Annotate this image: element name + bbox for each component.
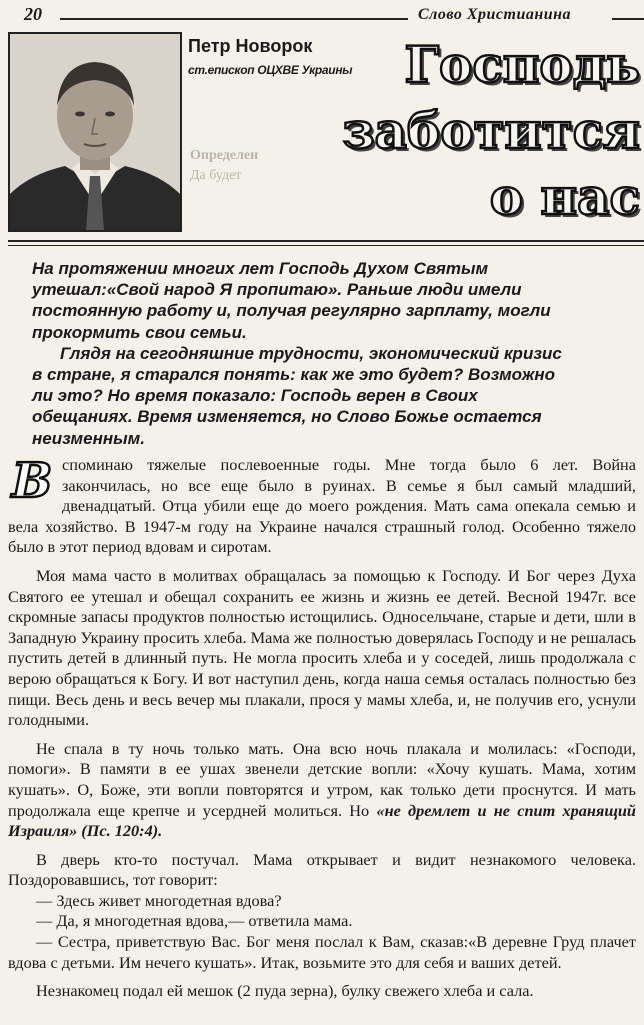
magazine-title: Слово Христианина xyxy=(418,6,571,23)
lead-paragraphs xyxy=(32,258,562,449)
drop-cap-letter: В xyxy=(11,457,53,503)
headline-line: заботится xyxy=(342,101,640,160)
author-portrait-image xyxy=(10,34,180,230)
article-paragraph xyxy=(8,739,636,842)
section-divider xyxy=(8,240,644,246)
author-photo xyxy=(8,32,182,232)
author-role: ст.епископ ОЦХВЕ Украины xyxy=(188,63,353,77)
headline-line: о нас xyxy=(489,167,640,226)
article-paragraph xyxy=(8,455,636,558)
article-text: споминаю тяжелые послевоенные годы. Мне тогда было 6 лет. Война закончилась, но все еще было в руинах. В семье я был самый младший, двенадцатый. Отца убили еще до моего рождения. Мать сама опекала семью и вела хозяйство. В 1947-м году на Украине начался страшный голод. Особенно тяжело было в этот период вдовам и сиротам. xyxy=(8,455,636,557)
scripture-quote: «не дремлет и не спит хранящий Израиля» (Пс. 120:4). xyxy=(8,800,636,841)
page-number: 20 xyxy=(24,4,42,24)
dialog-line: — Да, я многодетная вдова,— ответила мама. xyxy=(36,911,353,931)
header-rule xyxy=(60,18,408,20)
dialog-line: — Здесь живет многодетная вдова? xyxy=(36,890,282,910)
article-text: Не спала в ту ночь только мать. Она всю ночь плакала и молилась: «Господи, помоги». В памяти в ее ушах звенели детские вопли: «Хочу кушать. Мама, хотим кушать». О, Боже, эти вопли повторятся и утром, как только дети проснутся. И мать продолжала еще крепче и усердней молиться. Но xyxy=(8,738,636,820)
article-paragraph: Незнакомец подал ей мешок (2 пуда зерна), булку свежего хлеба и сала. xyxy=(36,981,534,1001)
header-rule-right xyxy=(612,18,644,20)
dialog-line: — Сестра, приветствую Вас. Бог меня послал к Вам, сказав:«В деревне Груд плачет вдова с детьми. Им нечего кушать». Итак, возьмите это для себя и ваших детей. xyxy=(8,932,636,972)
drop-cap xyxy=(8,457,56,503)
headline xyxy=(295,32,640,230)
bleed-through-text: Определен xyxy=(190,148,259,163)
author-name: Петр Новорок xyxy=(188,36,313,56)
lead-paragraph: Глядя на сегодняшние трудности, экономический кризис в стране, я старался понять: как же это будет? Возможно ли это? Но время показало: Господь верен в Своих обещаниях. Время изменяется, но Слово Божье остается неизменным. xyxy=(32,343,562,448)
lead-paragraph: На протяжении многих лет Господь Духом Святым утешал:«Свой народ Я пропитаю». Раньше люди имели постоянную работу и, получая регулярно зарплату, могли прокормить свои семьи. xyxy=(32,259,551,342)
article-paragraph: Моя мама часто в молитвах обращалась за помощью к Господу. И Бог через Духа Святого ее утешал и обещал сохранить ее жизнь и жизнь ее детей. Весной 1947г. все скромные запасы продуктов полностью истощились. Односельчане, старые и дети, шли в Западную Украину просить хлеба. Мама же полностью доверялась Господу и не решалась пустить детей в длинный путь. Не могла просить хлеба и у соседей, лишь продолжала с верою обращаться к Богу. И вот наступил день, когда наша семья осталась полностью без пищи. Весь день и весь вечер мы плакали, прося у мамы хлеба, и, не получив его, уснули голодными. xyxy=(8,565,636,730)
article-paragraph: В дверь кто-то постучал. Мама открывает и видит незнакомого человека. Поздоровавшись, тот говорит: xyxy=(8,849,636,890)
headline-line: Господь xyxy=(404,35,640,94)
article-body xyxy=(8,455,636,1010)
bleed-through-text: Да будет xyxy=(190,168,242,183)
